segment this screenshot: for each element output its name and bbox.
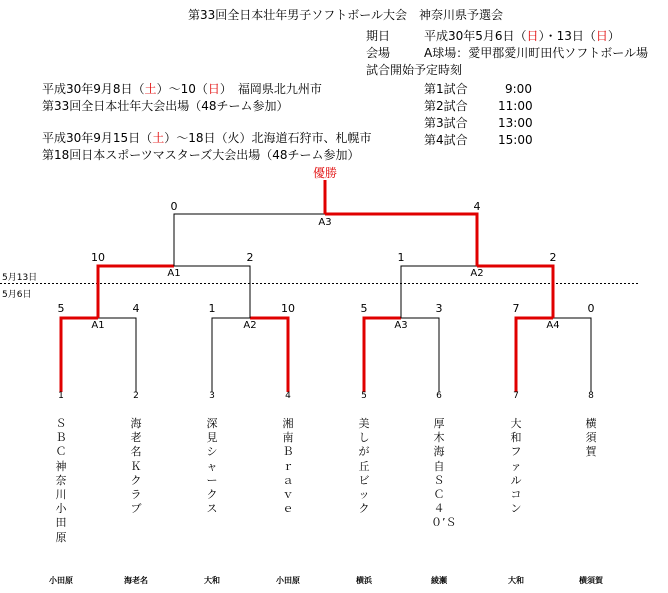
r1-m2-score-right: 10	[281, 302, 295, 315]
team-4-seed: 4	[285, 391, 291, 401]
game-4-time: 15:00	[498, 133, 533, 147]
schedule-date-value: 平成30年5月6日（日）・13日（日）	[424, 29, 620, 43]
semi1-score-left: 10	[91, 251, 105, 264]
team-1-region: 小田原	[49, 576, 73, 585]
team-7-name: 大和ファルコン	[510, 417, 522, 516]
team-1-name: ＳＢＣ神奈川小田原	[55, 417, 67, 544]
game-2-label: 第2試合	[424, 99, 468, 113]
national-line-4: 第18回日本スポーツマスターズ大会出場（48チーム参加）	[42, 148, 360, 162]
schedule-venue-label: 会場	[366, 46, 391, 60]
schedule-date-label: 期日	[366, 29, 391, 43]
team-8-name: 横須賀	[585, 417, 597, 459]
r1-m1-score-right: 4	[132, 302, 140, 315]
team-2-region: 海老名	[124, 576, 148, 585]
day-label-upper: 5月13日	[2, 273, 38, 283]
team-7-seed: 7	[513, 391, 519, 401]
game-4-label: 第4試合	[424, 133, 468, 147]
r1-m1-match-label: A1	[91, 320, 105, 331]
team-2-seed: 2	[133, 391, 139, 401]
semi2-score-right: 2	[549, 251, 557, 264]
semi1-match-label: A1	[167, 268, 181, 279]
team-1-seed: 1	[58, 391, 64, 401]
team-7-region: 大和	[508, 576, 524, 585]
r1-m2-match-label: A2	[243, 320, 257, 331]
national-line-3: 平成30年9月15日（土）～18日（火）北海道石狩市、札幌市	[42, 131, 372, 145]
team-3-name: 深見シャークス	[206, 417, 218, 516]
team-3-seed: 3	[209, 391, 215, 401]
team-4-region: 小田原	[276, 576, 300, 585]
r1-m4-score-right: 0	[587, 302, 595, 315]
final-score-right: 4	[473, 200, 481, 213]
game-3-time: 13:00	[498, 116, 533, 130]
r1-m1-score-left: 5	[57, 302, 65, 315]
team-5-region: 横浜	[356, 576, 372, 585]
schedule-start-label: 試合開始予定時刻	[366, 63, 463, 77]
r1-m4-match-label: A4	[546, 320, 560, 331]
r1-m4-score-left: 7	[512, 302, 520, 315]
game-1-label: 第1試合	[424, 82, 468, 96]
team-5-name: 美しが丘ビック	[358, 417, 370, 516]
team-6-seed: 6	[436, 391, 442, 401]
final-score-left: 0	[170, 200, 178, 213]
team-6-name: 厚木海自ＳＣ４０’Ｓ	[431, 417, 457, 530]
team-8-seed: 8	[588, 391, 594, 401]
national-line-1: 平成30年9月8日（土）～10（日） 福岡県北九州市	[42, 82, 322, 96]
day-label-lower: 5月6日	[2, 290, 32, 300]
team-2-name: 海老名Ｋクラブ	[130, 417, 142, 516]
final-match-label: A3	[318, 217, 332, 228]
champion-label: 優勝	[313, 166, 338, 180]
schedule-venue-value: A球場：愛甲郡愛川町田代ソフトボール場	[424, 46, 648, 60]
r1-m3-score-left: 5	[360, 302, 368, 315]
team-5-seed: 5	[361, 391, 367, 401]
team-4-name: 湘南Ｂｒａｖｅ	[282, 417, 294, 516]
page-title: 第33回全日本壮年男子ソフトボール大会 神奈川県予選会	[188, 8, 504, 22]
game-1-time: 9:00	[505, 82, 532, 96]
semi1-score-right: 2	[246, 251, 254, 264]
team-8-region: 横須賀	[579, 576, 603, 585]
game-2-time: 11:00	[498, 99, 533, 113]
game-3-label: 第3試合	[424, 116, 468, 130]
r1-m3-match-label: A3	[394, 320, 408, 331]
semi2-match-label: A2	[470, 268, 484, 279]
team-3-region: 大和	[204, 576, 220, 585]
national-line-2: 第33回全日本壮年大会出場（48チーム参加）	[42, 99, 289, 113]
r1-m3-score-right: 3	[435, 302, 443, 315]
r1-m2-score-left: 1	[208, 302, 216, 315]
team-6-region: 綾瀬	[431, 576, 447, 585]
semi2-score-left: 1	[397, 251, 405, 264]
